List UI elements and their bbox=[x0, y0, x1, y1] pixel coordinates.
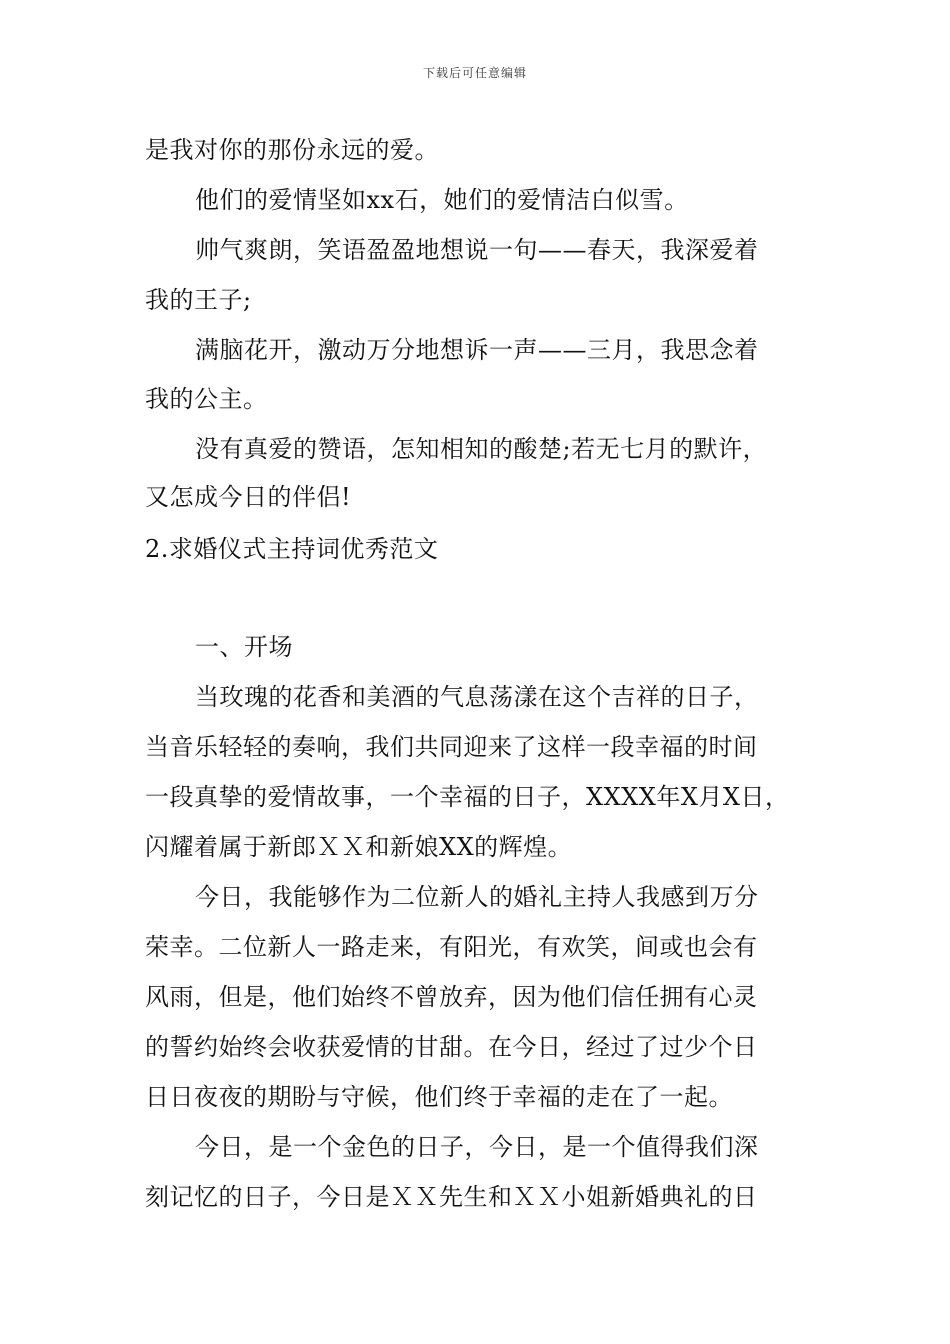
text-line: 他们的爱情坚如xx石，她们的爱情洁白似雪。 bbox=[195, 186, 689, 214]
text-line: 又怎成今日的伴侣! bbox=[145, 483, 352, 511]
text-line: 帅气爽朗，笑语盈盈地想说一句——春天，我深爱着 bbox=[195, 236, 759, 264]
text-line: 我的公主。 bbox=[145, 385, 268, 413]
section-heading: 2.求婚仪式主持词优秀范文 bbox=[145, 535, 439, 563]
text-line: 当音乐轻轻的奏响，我们共同迎来了这样一段幸福的时间 bbox=[145, 733, 758, 761]
text-line: 今日，是一个金色的日子，今日，是一个值得我们深 bbox=[195, 1133, 759, 1161]
text-line: 刻记忆的日子，今日是ＸＸ先生和ＸＸ小姐新婚典礼的日 bbox=[145, 1183, 758, 1211]
text-line: 我的王子; bbox=[145, 286, 252, 314]
text-line: 闪耀着属于新郎ＸＸ和新娘XX的辉煌。 bbox=[145, 833, 573, 861]
page-header: 下载后可任意编辑 bbox=[422, 66, 527, 80]
text-line: 荣幸。二位新人一路走来，有阳光，有欢笑，间或也会有 bbox=[145, 933, 758, 961]
text-line: 是我对你的那份永远的爱。 bbox=[145, 136, 439, 164]
subsection-heading: 一、开场 bbox=[195, 633, 293, 661]
text-line: 满脑花开，激动万分地想诉一声——三月，我思念着 bbox=[195, 336, 759, 364]
text-line: 风雨，但是，他们始终不曾放弃，因为他们信任拥有心灵 bbox=[145, 983, 758, 1011]
text-line: 一段真挚的爱情故事，一个幸福的日子，XXXX年X月X日， bbox=[145, 783, 790, 811]
text-line: 的誓约始终会收获爱情的甘甜。在今日，经过了过少个日 bbox=[145, 1033, 758, 1061]
text-line: 没有真爱的赞语，怎知相知的酸楚;若无七月的默许， bbox=[195, 435, 768, 463]
text-line: 日日夜夜的期盼与守候，他们终于幸福的走在了一起。 bbox=[145, 1083, 733, 1111]
text-line: 当玫瑰的花香和美酒的气息荡漾在这个吉祥的日子， bbox=[195, 683, 759, 711]
text-line: 今日，我能够作为二位新人的婚礼主持人我感到万分 bbox=[195, 883, 759, 911]
